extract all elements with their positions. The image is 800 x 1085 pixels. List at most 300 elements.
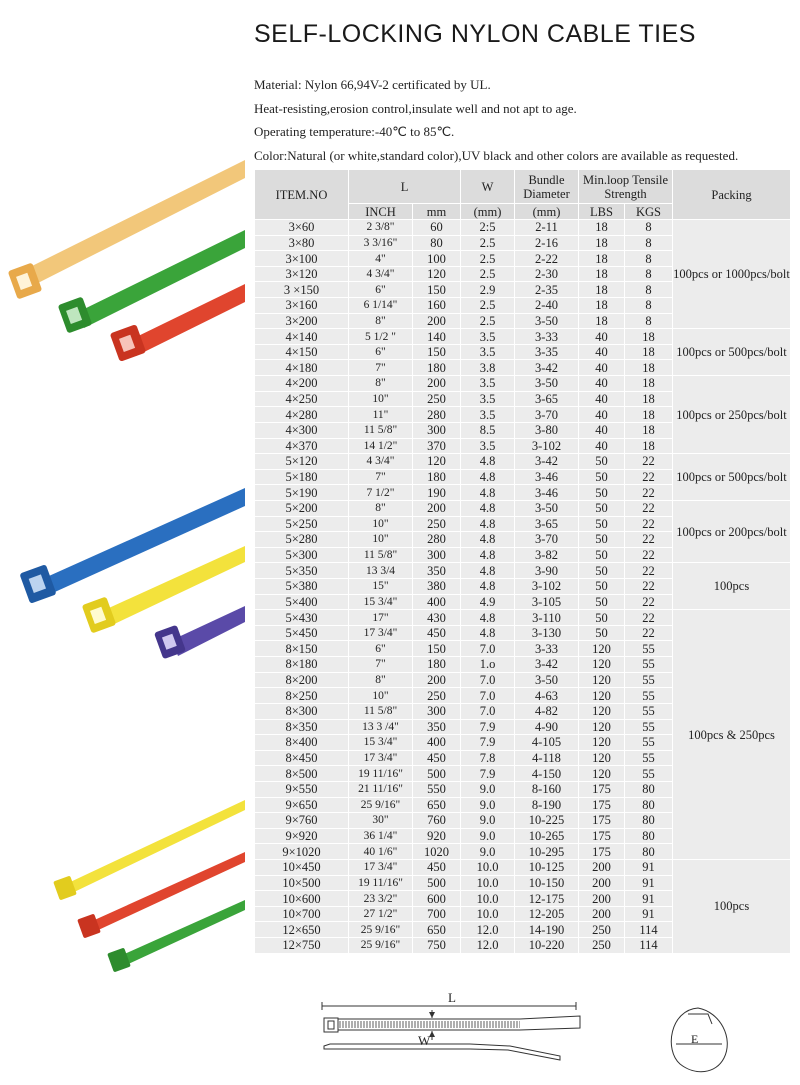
cell-mm: 250 — [413, 516, 461, 532]
cell-lbs: 50 — [579, 516, 625, 532]
cell-lbs: 120 — [579, 750, 625, 766]
cell-bundle: 3-90 — [515, 563, 579, 579]
cell-packing: 100pcs or 500pcs/bolt — [673, 454, 791, 501]
cell-lbs: 40 — [579, 329, 625, 345]
cell-width: 7.0 — [461, 688, 515, 704]
cell-width: 4.8 — [461, 532, 515, 548]
cell-mm: 120 — [413, 266, 461, 282]
cell-width: 10.0 — [461, 859, 515, 875]
cell-mm: 150 — [413, 641, 461, 657]
cell-kgs: 22 — [625, 579, 673, 595]
cell-kgs: 80 — [625, 844, 673, 860]
cell-inch: 10" — [349, 391, 413, 407]
cell-bundle: 4-150 — [515, 766, 579, 782]
cell-item: 3×120 — [255, 266, 349, 282]
cell-mm: 370 — [413, 438, 461, 454]
cell-bundle: 3-130 — [515, 625, 579, 641]
cell-mm: 160 — [413, 298, 461, 314]
cell-mm: 550 — [413, 781, 461, 797]
cell-inch: 17 3/4" — [349, 625, 413, 641]
cell-kgs: 8 — [625, 266, 673, 282]
cell-mm: 200 — [413, 376, 461, 392]
cell-item: 9×760 — [255, 813, 349, 829]
cell-inch: 4" — [349, 251, 413, 267]
cell-kgs: 22 — [625, 454, 673, 470]
cell-bundle: 3-42 — [515, 657, 579, 673]
cell-width: 9.0 — [461, 828, 515, 844]
cell-mm: 760 — [413, 813, 461, 829]
cell-inch: 2 3/8" — [349, 220, 413, 236]
cell-bundle: 2-30 — [515, 266, 579, 282]
cell-item: 8×500 — [255, 766, 349, 782]
header-length: L — [349, 170, 461, 204]
cell-inch: 5 1/2 " — [349, 329, 413, 345]
cell-width: 9.0 — [461, 813, 515, 829]
cell-inch: 17 3/4" — [349, 750, 413, 766]
cell-kgs: 8 — [625, 220, 673, 236]
cell-item: 10×600 — [255, 891, 349, 907]
cell-width: 9.0 — [461, 797, 515, 813]
cell-item: 3×100 — [255, 251, 349, 267]
cell-mm: 500 — [413, 875, 461, 891]
cell-width: 8.5 — [461, 422, 515, 438]
cell-inch: 30" — [349, 813, 413, 829]
cell-width: 3.5 — [461, 407, 515, 423]
cell-lbs: 40 — [579, 376, 625, 392]
cell-bundle: 3-33 — [515, 641, 579, 657]
cell-packing: 100pcs or 500pcs/bolt — [673, 329, 791, 376]
cell-kgs: 18 — [625, 422, 673, 438]
cell-lbs: 50 — [579, 610, 625, 626]
cell-lbs: 120 — [579, 703, 625, 719]
header-inch: INCH — [349, 204, 413, 220]
cell-kgs: 18 — [625, 438, 673, 454]
spec-material: Material: Nylon 66,94V-2 certificated by UL. — [254, 77, 491, 92]
cell-item: 5×450 — [255, 625, 349, 641]
cell-bundle: 3-82 — [515, 547, 579, 563]
header-width-unit: (mm) — [461, 204, 515, 220]
cell-inch: 11 5/8" — [349, 547, 413, 563]
cell-kgs: 22 — [625, 500, 673, 516]
cell-mm: 650 — [413, 797, 461, 813]
cell-item: 5×120 — [255, 454, 349, 470]
cell-inch: 11 5/8" — [349, 703, 413, 719]
cell-lbs: 175 — [579, 781, 625, 797]
cell-inch: 11" — [349, 407, 413, 423]
cell-bundle: 3-80 — [515, 422, 579, 438]
cell-mm: 250 — [413, 391, 461, 407]
cell-kgs: 80 — [625, 813, 673, 829]
cell-lbs: 50 — [579, 485, 625, 501]
cell-mm: 450 — [413, 625, 461, 641]
cell-lbs: 18 — [579, 235, 625, 251]
header-bundle: Bundle Diameter — [515, 170, 579, 204]
cell-inch: 7 1/2" — [349, 485, 413, 501]
cell-width: 7.8 — [461, 750, 515, 766]
cell-bundle: 10-125 — [515, 859, 579, 875]
cell-bundle: 2-16 — [515, 235, 579, 251]
cell-item: 3×80 — [255, 235, 349, 251]
cell-bundle: 4-105 — [515, 735, 579, 751]
cell-kgs: 22 — [625, 594, 673, 610]
cell-item: 8×200 — [255, 672, 349, 688]
cell-mm: 350 — [413, 563, 461, 579]
cell-width: 3.5 — [461, 376, 515, 392]
cell-mm: 120 — [413, 454, 461, 470]
cell-kgs: 22 — [625, 563, 673, 579]
cell-bundle: 3-65 — [515, 391, 579, 407]
cell-kgs: 22 — [625, 516, 673, 532]
cell-bundle: 3-65 — [515, 516, 579, 532]
cell-bundle: 3-42 — [515, 360, 579, 376]
cell-lbs: 18 — [579, 220, 625, 236]
cell-kgs: 80 — [625, 828, 673, 844]
cell-lbs: 200 — [579, 875, 625, 891]
cell-mm: 180 — [413, 657, 461, 673]
cell-width: 9.0 — [461, 844, 515, 860]
cell-mm: 280 — [413, 407, 461, 423]
cell-lbs: 18 — [579, 298, 625, 314]
cell-mm: 60 — [413, 220, 461, 236]
cell-width: 2.9 — [461, 282, 515, 298]
cell-inch: 4 3/4" — [349, 266, 413, 282]
cell-inch: 17" — [349, 610, 413, 626]
cell-mm: 200 — [413, 500, 461, 516]
cell-inch: 6" — [349, 344, 413, 360]
cell-width: 3.5 — [461, 344, 515, 360]
cell-width: 4.8 — [461, 547, 515, 563]
cell-mm: 650 — [413, 922, 461, 938]
cell-kgs: 114 — [625, 922, 673, 938]
cell-item: 4×370 — [255, 438, 349, 454]
cell-lbs: 200 — [579, 906, 625, 922]
cell-width: 4.9 — [461, 594, 515, 610]
cell-lbs: 50 — [579, 532, 625, 548]
cell-lbs: 50 — [579, 579, 625, 595]
cell-inch: 8" — [349, 376, 413, 392]
cell-kgs: 114 — [625, 938, 673, 954]
cell-bundle: 4-90 — [515, 719, 579, 735]
cell-item: 5×190 — [255, 485, 349, 501]
cell-kgs: 8 — [625, 251, 673, 267]
cell-lbs: 18 — [579, 282, 625, 298]
cell-item: 12×650 — [255, 922, 349, 938]
cell-item: 5×180 — [255, 469, 349, 485]
cell-mm: 430 — [413, 610, 461, 626]
cell-mm: 180 — [413, 469, 461, 485]
cell-bundle: 10-265 — [515, 828, 579, 844]
cell-mm: 350 — [413, 719, 461, 735]
cell-lbs: 120 — [579, 688, 625, 704]
cell-item: 8×400 — [255, 735, 349, 751]
cell-width: 12.0 — [461, 938, 515, 954]
cell-inch: 25 9/16" — [349, 938, 413, 954]
cell-bundle: 3-50 — [515, 500, 579, 516]
cell-kgs: 55 — [625, 766, 673, 782]
tie-teeth — [338, 1021, 520, 1028]
cell-item: 4×200 — [255, 376, 349, 392]
cell-bundle: 3-33 — [515, 329, 579, 345]
cell-kgs: 18 — [625, 376, 673, 392]
cell-mm: 920 — [413, 828, 461, 844]
cell-lbs: 175 — [579, 828, 625, 844]
cell-width: 4.8 — [461, 500, 515, 516]
cell-width: 3.5 — [461, 391, 515, 407]
cell-lbs: 175 — [579, 844, 625, 860]
cell-bundle: 12-205 — [515, 906, 579, 922]
cell-kgs: 18 — [625, 407, 673, 423]
cell-inch: 10" — [349, 688, 413, 704]
cell-bundle: 10-150 — [515, 875, 579, 891]
cell-mm: 200 — [413, 672, 461, 688]
cell-item: 3×60 — [255, 220, 349, 236]
cell-lbs: 175 — [579, 813, 625, 829]
cell-width: 3.5 — [461, 329, 515, 345]
cell-packing: 100pcs — [673, 859, 791, 953]
cell-kgs: 8 — [625, 235, 673, 251]
cell-width: 7.9 — [461, 735, 515, 751]
cell-inch: 3 3/16" — [349, 235, 413, 251]
cell-width: 10.0 — [461, 891, 515, 907]
cell-kgs: 8 — [625, 298, 673, 314]
spec-color: Color:Natural (or white,standard color),UV black and other colors are available as requested. — [254, 147, 739, 163]
cell-mm: 450 — [413, 750, 461, 766]
header-tensile: Min.loop Tensile Strength — [579, 170, 673, 204]
cell-kgs: 55 — [625, 657, 673, 673]
cell-item: 8×150 — [255, 641, 349, 657]
cell-width: 4.8 — [461, 485, 515, 501]
cell-inch: 15" — [349, 579, 413, 595]
cell-inch: 15 3/4" — [349, 735, 413, 751]
cell-width: 2.5 — [461, 298, 515, 314]
cell-kgs: 8 — [625, 282, 673, 298]
cell-lbs: 120 — [579, 735, 625, 751]
cell-bundle: 2-35 — [515, 282, 579, 298]
cell-item: 4×300 — [255, 422, 349, 438]
cell-bundle: 3-70 — [515, 532, 579, 548]
header-mm: mm — [413, 204, 461, 220]
cell-kgs: 55 — [625, 672, 673, 688]
cell-item: 4×180 — [255, 360, 349, 376]
cell-bundle: 8-190 — [515, 797, 579, 813]
cell-lbs: 40 — [579, 391, 625, 407]
cell-kgs: 55 — [625, 719, 673, 735]
cell-mm: 190 — [413, 485, 461, 501]
e-label: E — [691, 1032, 699, 1046]
cell-mm: 700 — [413, 906, 461, 922]
cell-bundle: 10-295 — [515, 844, 579, 860]
cell-inch: 10" — [349, 516, 413, 532]
cell-inch: 21 11/16" — [349, 781, 413, 797]
cell-item: 9×650 — [255, 797, 349, 813]
cell-bundle: 14-190 — [515, 922, 579, 938]
cell-kgs: 55 — [625, 735, 673, 751]
cell-inch: 8" — [349, 313, 413, 329]
cell-bundle: 2-40 — [515, 298, 579, 314]
cell-item: 3×160 — [255, 298, 349, 314]
cell-inch: 25 9/16" — [349, 922, 413, 938]
cell-mm: 400 — [413, 735, 461, 751]
w-label: W — [418, 1033, 431, 1048]
cell-packing: 100pcs & 250pcs — [673, 610, 791, 860]
cell-mm: 1020 — [413, 844, 461, 860]
cell-width: 7.0 — [461, 641, 515, 657]
header-width: W — [461, 170, 515, 204]
spec-temperature: Operating temperature:-40℃ to 85℃. — [254, 124, 455, 139]
cell-bundle: 10-220 — [515, 938, 579, 954]
cell-inch: 11 5/8" — [349, 422, 413, 438]
cell-inch: 6" — [349, 282, 413, 298]
cell-bundle: 3-105 — [515, 594, 579, 610]
cell-inch: 6 1/14" — [349, 298, 413, 314]
cell-inch: 8" — [349, 672, 413, 688]
cell-lbs: 50 — [579, 500, 625, 516]
cell-mm: 100 — [413, 251, 461, 267]
cell-item: 9×550 — [255, 781, 349, 797]
cell-inch: 25 9/16" — [349, 797, 413, 813]
cell-lbs: 120 — [579, 657, 625, 673]
cell-lbs: 50 — [579, 454, 625, 470]
cell-item: 4×140 — [255, 329, 349, 345]
cell-width: 2:5 — [461, 220, 515, 236]
cell-lbs: 50 — [579, 594, 625, 610]
cell-item: 8×180 — [255, 657, 349, 673]
cell-item: 5×300 — [255, 547, 349, 563]
cell-kgs: 55 — [625, 703, 673, 719]
cell-bundle: 3-50 — [515, 313, 579, 329]
cell-bundle: 3-35 — [515, 344, 579, 360]
cell-width: 7.9 — [461, 766, 515, 782]
cell-lbs: 120 — [579, 641, 625, 657]
cell-item: 5×200 — [255, 500, 349, 516]
cell-inch: 13 3/4 — [349, 563, 413, 579]
cell-width: 10.0 — [461, 875, 515, 891]
cell-inch: 15 3/4" — [349, 594, 413, 610]
cell-lbs: 40 — [579, 360, 625, 376]
l-label: L — [448, 990, 456, 1005]
cell-bundle: 2-11 — [515, 220, 579, 236]
cell-lbs: 50 — [579, 563, 625, 579]
cell-item: 5×430 — [255, 610, 349, 626]
cell-mm: 600 — [413, 891, 461, 907]
cell-width: 2.5 — [461, 313, 515, 329]
cell-mm: 300 — [413, 547, 461, 563]
cell-mm: 200 — [413, 313, 461, 329]
cell-bundle: 3-102 — [515, 438, 579, 454]
header-packing: Packing — [673, 170, 791, 220]
cell-lbs: 50 — [579, 625, 625, 641]
cell-item: 3 ×150 — [255, 282, 349, 298]
tie-slot-icon — [328, 1021, 334, 1029]
tie-head-icon — [324, 1018, 338, 1032]
cell-width: 12.0 — [461, 922, 515, 938]
cell-kgs: 80 — [625, 781, 673, 797]
cell-item: 8×450 — [255, 750, 349, 766]
cell-item: 3×200 — [255, 313, 349, 329]
cell-inch: 23 3/2" — [349, 891, 413, 907]
cell-item: 9×920 — [255, 828, 349, 844]
cell-mm: 500 — [413, 766, 461, 782]
cell-inch: 14 1/2" — [349, 438, 413, 454]
cell-item: 9×1020 — [255, 844, 349, 860]
cell-bundle: 3-110 — [515, 610, 579, 626]
cell-width: 7.9 — [461, 719, 515, 735]
cell-inch: 17 3/4" — [349, 859, 413, 875]
cell-lbs: 175 — [579, 797, 625, 813]
cell-width: 4.8 — [461, 454, 515, 470]
cell-lbs: 40 — [579, 422, 625, 438]
cell-lbs: 18 — [579, 266, 625, 282]
cell-inch: 13 3 /4" — [349, 719, 413, 735]
cell-inch: 8" — [349, 500, 413, 516]
cell-lbs: 50 — [579, 469, 625, 485]
cell-kgs: 18 — [625, 344, 673, 360]
cell-width: 2.5 — [461, 266, 515, 282]
cell-bundle: 12-175 — [515, 891, 579, 907]
cell-width: 3.5 — [461, 438, 515, 454]
cell-width: 4.8 — [461, 579, 515, 595]
cell-bundle: 4-82 — [515, 703, 579, 719]
cell-kgs: 55 — [625, 688, 673, 704]
cell-packing: 100pcs or 200pcs/bolt — [673, 500, 791, 562]
cell-bundle: 4-63 — [515, 688, 579, 704]
w-arrowhead-icon — [429, 1012, 435, 1018]
cell-lbs: 40 — [579, 438, 625, 454]
cell-lbs: 40 — [579, 407, 625, 423]
cell-bundle: 3-46 — [515, 469, 579, 485]
cell-item: 4×150 — [255, 344, 349, 360]
cell-item: 10×700 — [255, 906, 349, 922]
cell-kgs: 55 — [625, 641, 673, 657]
cell-packing: 100pcs or 250pcs/bolt — [673, 376, 791, 454]
cell-bundle: 3-102 — [515, 579, 579, 595]
header-lbs: LBS — [579, 204, 625, 220]
cell-mm: 150 — [413, 282, 461, 298]
cell-lbs: 250 — [579, 938, 625, 954]
cell-item: 4×280 — [255, 407, 349, 423]
cell-inch: 4 3/4" — [349, 454, 413, 470]
cell-inch: 7" — [349, 469, 413, 485]
cell-width: 2.5 — [461, 251, 515, 267]
cell-width: 3.8 — [461, 360, 515, 376]
header-bundle-unit: (mm) — [515, 204, 579, 220]
cell-item: 5×350 — [255, 563, 349, 579]
cell-item: 5×400 — [255, 594, 349, 610]
cell-mm: 280 — [413, 532, 461, 548]
cell-bundle: 8-160 — [515, 781, 579, 797]
cell-mm: 300 — [413, 422, 461, 438]
cell-inch: 19 11/16" — [349, 766, 413, 782]
cell-kgs: 91 — [625, 906, 673, 922]
cell-width: 2.5 — [461, 235, 515, 251]
cell-lbs: 120 — [579, 766, 625, 782]
cell-inch: 19 11/16" — [349, 875, 413, 891]
cell-kgs: 55 — [625, 750, 673, 766]
cell-width: 4.8 — [461, 469, 515, 485]
cell-width: 7.0 — [461, 672, 515, 688]
cell-mm: 300 — [413, 703, 461, 719]
cell-inch: 7" — [349, 360, 413, 376]
cell-bundle: 3-50 — [515, 672, 579, 688]
cell-kgs: 18 — [625, 329, 673, 345]
page-title: SELF-LOCKING NYLON CABLE TIES — [254, 20, 696, 48]
cell-kgs: 18 — [625, 360, 673, 376]
cell-mm: 80 — [413, 235, 461, 251]
cell-item: 4×250 — [255, 391, 349, 407]
cell-bundle: 2-22 — [515, 251, 579, 267]
cell-inch: 40 1/6" — [349, 844, 413, 860]
cell-kgs: 80 — [625, 797, 673, 813]
